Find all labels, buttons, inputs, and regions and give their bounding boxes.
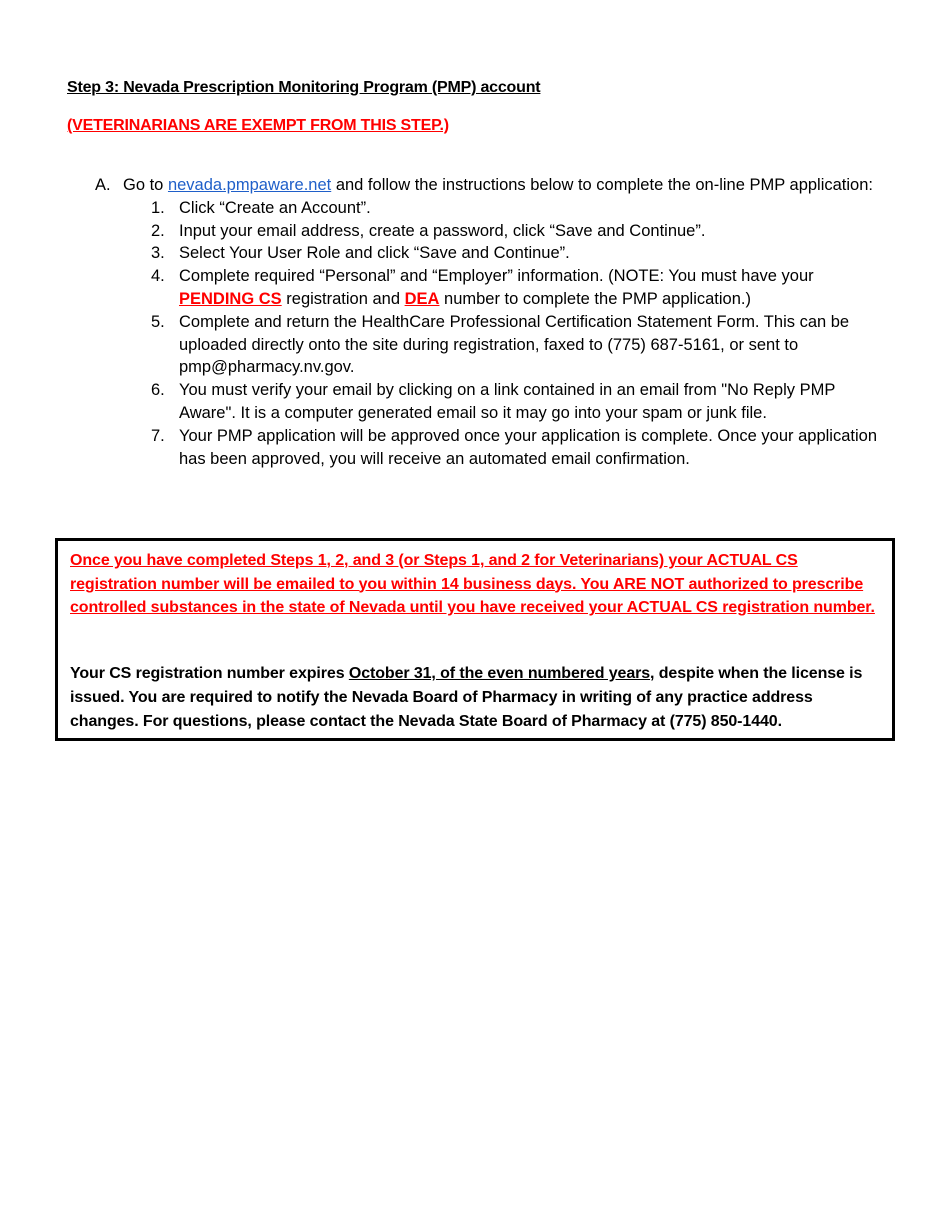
step-number: 7. [151,426,165,445]
expiry-text-cont: , despite when the license is issued. You are required to notify the Nevada Board of Pharmacy in writing of any practice address changes. For questions, please contact the Nevada State Board of Pharmacy at (775) 850-1440. [70,665,863,730]
step-text: Complete required “Personal” and “Employer” information. (NOTE: You must have your [179,267,814,286]
list-item [95,197,885,220]
important-notice-box [55,538,895,741]
step-number: 4. [151,267,165,286]
pmpaware-link[interactable]: nevada.pmpaware.net [167,176,332,194]
step-text: Click “Create an Account”. [179,198,371,217]
step-text: registration and [281,289,405,308]
expiry-date: October 31, of the even numbered years [348,665,651,682]
step-text: Select Your User Role and click “Save and Continue”. [179,244,570,263]
step-number: 2. [151,221,165,240]
list-item [95,379,885,425]
item-a-body [123,174,885,197]
section-heading: Step 3: Nevada Prescription Monitoring Program (PMP) account [67,79,541,96]
step-text: number to complete the PMP application.) [439,289,751,308]
step-number: 3. [151,244,165,263]
cs-expiry-notice [70,662,885,734]
item-a-intro-cont: and follow the instructions below to complete the on-line PMP application: [331,176,873,194]
step-number: 1. [151,198,165,217]
pending-cs-highlight: PENDING CS [179,289,282,308]
list-item [95,425,885,471]
dea-highlight: DEA [404,289,440,308]
step-text: You must verify your email by clicking on a link contained in an email from "No Reply PMP Aware". It is a computer generated email so it may go into your spam or junk file. [179,381,836,422]
list-item [95,220,885,243]
step-number: 6. [151,381,165,400]
steps-list [95,197,885,471]
instruction-item-a [95,174,885,470]
step-text: Complete and return the HealthCare Professional Certification Statement Form. This can be uploaded directly onto the site during registration, faxed to (775) 687-5161, or sent to pmp@pharmacy.nv.gov. [179,312,850,377]
list-item [95,311,885,379]
veterinarian-exempt-note: (VETERINARIANS ARE EXEMPT FROM THIS STEP.) [67,117,449,134]
list-item [95,242,885,265]
step-text: Input your email address, create a password, click “Save and Continue”. [179,221,706,240]
item-a-intro: Go to [123,176,168,194]
cs-registration-warning: Once you have completed Steps 1, 2, and 3 (or Steps 1, and 2 for Veterinarians) your ACTUAL CS registration number will be emailed to you within 14 business days. You ARE NOT authorized to prescribe controlled substances in the state of Nevada until you have received your ACTUAL CS registration number. [70,552,875,616]
list-item [95,265,885,311]
step-number: 5. [151,312,165,331]
step-text: Your PMP application will be approved once your application is complete. Once your application has been approved, you will receive an automated email confirmation. [179,426,877,468]
expiry-text: Your CS registration number expires [70,665,349,682]
item-marker: A. [95,176,111,194]
